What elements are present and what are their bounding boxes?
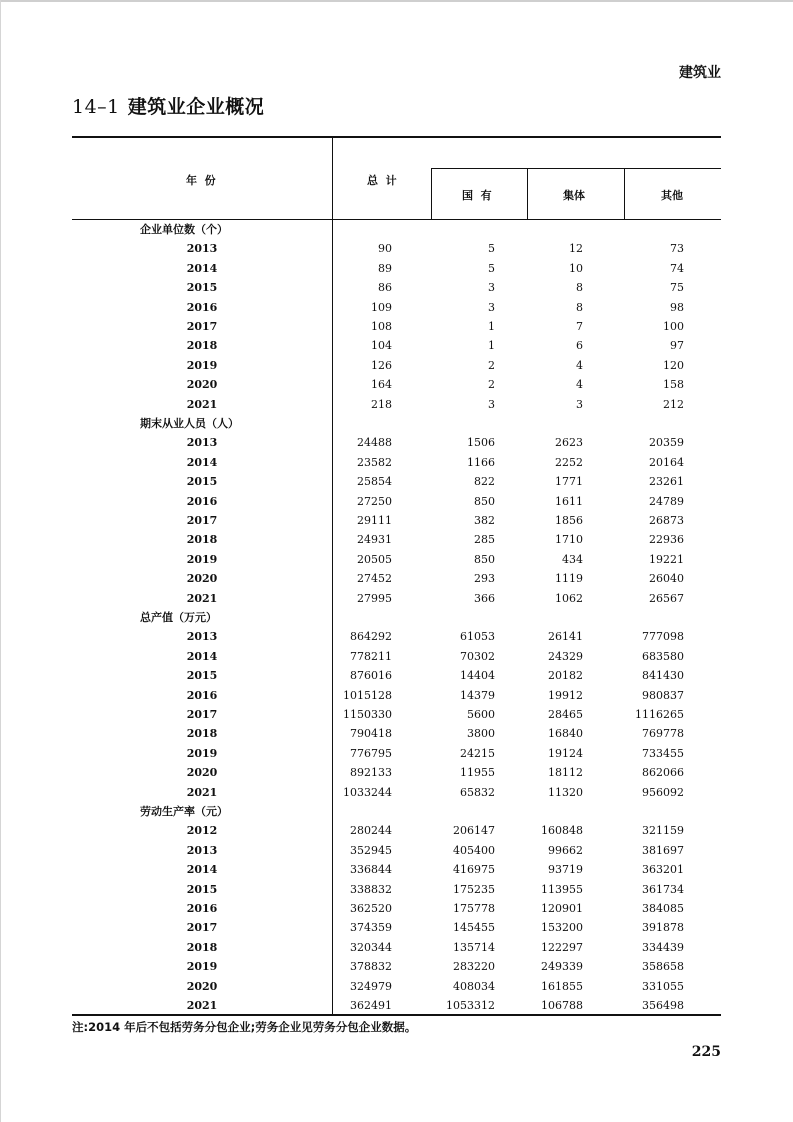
total-cell: 29111 — [357, 514, 392, 527]
table-row — [72, 957, 721, 976]
table-row — [72, 375, 721, 394]
other-cell: 20359 — [649, 436, 684, 450]
state-owned-cell: 850 — [474, 552, 495, 566]
other-cell: 23261 — [649, 475, 684, 489]
other-cell: 26040 — [649, 572, 684, 586]
other-cell: 26567 — [649, 591, 684, 605]
collective-cell: 113955 — [541, 882, 583, 896]
other-cell: 321159 — [642, 824, 684, 838]
collective-cell: 434 — [562, 552, 583, 566]
table-row — [72, 530, 721, 549]
section-label: 期末从业人员（人） — [140, 417, 239, 430]
collective-cell: 19912 — [548, 688, 583, 702]
collective-cell: 26141 — [548, 630, 583, 644]
other-cell: 73 — [670, 242, 684, 256]
total-cell: 27452 — [357, 572, 392, 586]
collective-cell: 18112 — [548, 766, 583, 780]
year-cell: 2016 — [186, 300, 218, 314]
other-cell: 331055 — [642, 979, 684, 993]
column-header-state-owned: 国 有 — [462, 189, 492, 202]
state-owned-cell: 366 — [474, 591, 495, 605]
state-owned-cell: 3 — [488, 281, 495, 295]
state-owned-cell: 283220 — [453, 960, 495, 974]
year-cell: 2021 — [186, 785, 218, 799]
table-row — [72, 899, 721, 918]
year-cell: 2013 — [186, 436, 218, 450]
other-cell: 381697 — [642, 843, 684, 857]
year-cell: 2017 — [186, 320, 218, 333]
state-owned-cell: 11955 — [460, 766, 495, 780]
year-cell: 2016 — [186, 494, 218, 508]
table-row — [72, 744, 721, 763]
total-cell: 1150330 — [343, 708, 392, 721]
state-owned-cell: 850 — [474, 494, 495, 508]
subheader-top-line — [431, 168, 721, 169]
state-owned-cell: 1 — [488, 339, 495, 353]
collective-cell: 10 — [569, 261, 583, 275]
year-cell: 2015 — [186, 882, 218, 896]
year-cell: 2019 — [186, 746, 218, 760]
other-cell: 862066 — [642, 766, 684, 780]
table-row — [72, 686, 721, 705]
total-cell: 790418 — [350, 727, 392, 741]
table-row — [72, 647, 721, 666]
year-cell: 2013 — [186, 630, 218, 644]
table-row — [72, 492, 721, 511]
state-owned-cell: 3 — [488, 300, 495, 314]
state-owned-cell: 1506 — [467, 436, 495, 450]
state-owned-cell: 408034 — [453, 979, 495, 993]
collective-cell: 2252 — [555, 455, 583, 469]
state-owned-cell: 24215 — [460, 746, 495, 760]
table-row — [72, 278, 721, 297]
year-cell: 2020 — [186, 378, 218, 392]
collective-cell: 2623 — [555, 436, 583, 450]
table-row — [72, 589, 721, 608]
state-owned-cell: 175235 — [453, 882, 495, 896]
collective-cell: 160848 — [541, 824, 583, 838]
collective-cell: 1119 — [555, 572, 583, 586]
table-row — [72, 666, 721, 685]
total-cell: 126 — [371, 358, 392, 372]
year-cell: 2019 — [186, 552, 218, 566]
table-row — [72, 880, 721, 899]
section-heading-row — [72, 220, 721, 239]
state-owned-cell: 822 — [474, 475, 495, 489]
table-row — [72, 239, 721, 258]
state-owned-cell: 145455 — [453, 921, 495, 935]
total-cell: 164 — [371, 378, 392, 392]
other-cell: 777098 — [642, 630, 684, 644]
total-cell: 374359 — [350, 921, 392, 935]
total-cell: 776795 — [350, 746, 392, 760]
year-cell: 2012 — [186, 824, 218, 838]
table-row — [72, 821, 721, 840]
other-cell: 334439 — [642, 940, 684, 954]
other-cell: 26873 — [649, 514, 684, 527]
total-cell: 23582 — [357, 455, 392, 469]
collective-cell: 19124 — [548, 746, 583, 760]
subheader-divider-3 — [624, 168, 625, 220]
subheader-divider-1 — [431, 168, 432, 220]
collective-cell: 11320 — [548, 785, 583, 799]
column-header-total: 总 计 — [367, 174, 397, 187]
table-row — [72, 298, 721, 317]
table-row — [72, 705, 721, 724]
collective-cell: 8 — [576, 281, 583, 295]
total-cell: 24488 — [357, 436, 392, 450]
year-cell: 2013 — [186, 843, 218, 857]
section-label: 企业单位数（个） — [140, 223, 228, 236]
total-cell: 324979 — [350, 979, 392, 993]
other-cell: 98 — [670, 300, 684, 314]
total-cell: 20505 — [357, 552, 392, 566]
total-cell: 336844 — [350, 863, 392, 877]
year-cell: 2017 — [186, 514, 218, 527]
state-owned-cell: 293 — [474, 572, 495, 586]
total-cell: 108 — [371, 320, 392, 333]
total-cell: 778211 — [350, 649, 392, 663]
state-owned-cell: 1166 — [467, 455, 495, 469]
table-row — [72, 433, 721, 452]
total-cell: 280244 — [350, 824, 392, 838]
table-row — [72, 841, 721, 860]
year-cell: 2019 — [186, 960, 218, 974]
collective-cell: 6 — [576, 339, 583, 353]
table-row — [72, 453, 721, 472]
other-cell: 74 — [670, 261, 684, 275]
year-cell: 2019 — [186, 358, 218, 372]
year-cell: 2014 — [186, 649, 218, 663]
table-number: 14–1 — [72, 96, 120, 118]
other-cell: 100 — [663, 320, 684, 333]
other-cell: 19221 — [649, 552, 684, 566]
other-cell: 361734 — [642, 882, 684, 896]
table-row — [72, 259, 721, 278]
total-cell: 864292 — [350, 630, 392, 644]
table-row — [72, 569, 721, 588]
other-cell: 22936 — [649, 533, 684, 547]
total-cell: 892133 — [350, 766, 392, 780]
column-header-other: 其他 — [661, 189, 683, 202]
state-owned-cell: 3 — [488, 397, 495, 411]
table-row — [72, 395, 721, 414]
year-cell: 2020 — [186, 979, 218, 993]
state-owned-cell: 5 — [488, 261, 495, 275]
total-cell: 1015128 — [343, 688, 392, 702]
other-cell: 391878 — [642, 921, 684, 935]
year-cell: 2016 — [186, 688, 218, 702]
year-cell: 2018 — [186, 533, 218, 547]
total-cell: 362491 — [350, 999, 392, 1012]
year-cell: 2017 — [186, 708, 218, 721]
state-owned-cell: 285 — [474, 533, 495, 547]
state-owned-cell: 175778 — [453, 902, 495, 915]
collective-cell: 8 — [576, 300, 583, 314]
collective-cell: 120901 — [541, 902, 583, 915]
year-cell: 2020 — [186, 766, 218, 780]
total-cell: 25854 — [357, 475, 392, 489]
page-number: 225 — [691, 1044, 721, 1060]
other-cell: 356498 — [642, 999, 684, 1012]
page-top-border — [0, 0, 793, 2]
collective-cell: 106788 — [541, 999, 583, 1012]
total-cell: 378832 — [350, 960, 392, 974]
column-header-collective: 集体 — [563, 189, 585, 202]
section-heading-row — [72, 608, 721, 627]
year-cell: 2021 — [186, 999, 218, 1012]
page-title — [72, 92, 264, 119]
section-name: 建筑业 — [679, 65, 721, 81]
total-cell: 109 — [371, 300, 392, 314]
collective-cell: 161855 — [541, 979, 583, 993]
other-cell: 769778 — [642, 727, 684, 741]
state-owned-cell: 2 — [488, 378, 495, 392]
other-cell: 363201 — [642, 863, 684, 877]
collective-cell: 12 — [569, 242, 583, 256]
page-left-border — [0, 0, 1, 1122]
collective-cell: 1856 — [555, 514, 583, 527]
other-cell: 24789 — [649, 494, 684, 508]
table-row — [72, 336, 721, 355]
collective-cell: 249339 — [541, 960, 583, 974]
year-cell: 2015 — [186, 475, 218, 489]
table-row — [72, 317, 721, 336]
section-heading-row — [72, 414, 721, 433]
table-title: 建筑业企业概况 — [127, 96, 265, 118]
state-owned-cell: 416975 — [453, 863, 495, 877]
year-cell: 2015 — [186, 669, 218, 683]
table-row — [72, 996, 721, 1015]
collective-cell: 20182 — [548, 669, 583, 683]
collective-cell: 3 — [576, 397, 583, 411]
collective-cell: 4 — [576, 378, 583, 392]
total-cell: 27250 — [357, 494, 392, 508]
state-owned-cell: 5600 — [467, 708, 495, 721]
total-cell: 352945 — [350, 843, 392, 857]
total-cell: 320344 — [350, 940, 392, 954]
other-cell: 358658 — [642, 960, 684, 974]
table-row — [72, 860, 721, 879]
table-row — [72, 763, 721, 782]
state-owned-cell: 2 — [488, 358, 495, 372]
collective-cell: 1062 — [555, 591, 583, 605]
collective-cell: 99662 — [548, 843, 583, 857]
state-owned-cell: 382 — [474, 514, 495, 527]
column-header-year: 年 份 — [186, 174, 216, 187]
other-cell: 841430 — [642, 669, 684, 683]
table-row — [72, 472, 721, 491]
total-cell: 89 — [378, 261, 392, 275]
state-owned-cell: 14404 — [460, 669, 495, 683]
table-row — [72, 938, 721, 957]
total-cell: 27995 — [357, 591, 392, 605]
table-row — [72, 511, 721, 530]
table-top-rule — [72, 136, 721, 138]
total-cell: 86 — [378, 281, 392, 295]
state-owned-cell: 1053312 — [446, 999, 495, 1012]
table-row — [72, 356, 721, 375]
year-cell: 2014 — [186, 261, 218, 275]
section-label: 总产值（万元） — [140, 611, 217, 624]
year-cell: 2017 — [186, 921, 218, 935]
year-cell: 2014 — [186, 455, 218, 469]
section-label: 劳动生产率（元） — [140, 805, 228, 818]
year-cell: 2021 — [186, 591, 218, 605]
year-cell: 2015 — [186, 281, 218, 295]
year-cell: 2021 — [186, 397, 218, 411]
table-row — [72, 783, 721, 802]
other-cell: 212 — [663, 397, 684, 411]
footnote: 注:2014 年后不包括劳务分包企业;劳务企业见劳务分包企业数据。 — [72, 1020, 417, 1034]
total-cell: 90 — [378, 242, 392, 256]
collective-cell: 28465 — [548, 708, 583, 721]
other-cell: 75 — [670, 281, 684, 295]
collective-cell: 153200 — [541, 921, 583, 935]
other-cell: 956092 — [642, 785, 684, 799]
subheader-divider-2 — [527, 168, 528, 220]
year-cell: 2016 — [186, 902, 218, 915]
total-cell: 876016 — [350, 669, 392, 683]
table-row — [72, 550, 721, 569]
collective-cell: 1710 — [555, 533, 583, 547]
section-heading-row — [72, 802, 721, 821]
year-cell: 2018 — [186, 727, 218, 741]
collective-cell: 122297 — [541, 940, 583, 954]
collective-cell: 4 — [576, 358, 583, 372]
collective-cell: 16840 — [548, 727, 583, 741]
year-cell: 2018 — [186, 940, 218, 954]
state-owned-cell: 5 — [488, 242, 495, 256]
total-cell: 1033244 — [343, 785, 392, 799]
total-cell: 218 — [371, 397, 392, 411]
state-owned-cell: 70302 — [460, 649, 495, 663]
state-owned-cell: 206147 — [453, 824, 495, 838]
year-cell: 2013 — [186, 242, 218, 256]
table-row — [72, 627, 721, 646]
other-cell: 384085 — [642, 902, 684, 915]
state-owned-cell: 61053 — [460, 630, 495, 644]
other-cell: 980837 — [642, 688, 684, 702]
table-row — [72, 918, 721, 937]
other-cell: 120 — [663, 358, 684, 372]
other-cell: 733455 — [642, 746, 684, 760]
other-cell: 20164 — [649, 455, 684, 469]
state-owned-cell: 405400 — [453, 843, 495, 857]
other-cell: 1116265 — [635, 708, 684, 721]
total-cell: 338832 — [350, 882, 392, 896]
collective-cell: 93719 — [548, 863, 583, 877]
collective-cell: 24329 — [548, 649, 583, 663]
total-cell: 24931 — [357, 533, 392, 547]
collective-cell: 1611 — [555, 494, 583, 508]
year-cell: 2018 — [186, 339, 218, 353]
total-cell: 104 — [371, 339, 392, 353]
collective-cell: 7 — [576, 320, 583, 333]
collective-cell: 1771 — [555, 475, 583, 489]
other-cell: 683580 — [642, 649, 684, 663]
other-cell: 97 — [670, 339, 684, 353]
state-owned-cell: 14379 — [460, 688, 495, 702]
table-row — [72, 977, 721, 996]
state-owned-cell: 135714 — [453, 940, 495, 954]
year-cell: 2020 — [186, 572, 218, 586]
state-owned-cell: 3800 — [467, 727, 495, 741]
total-cell: 362520 — [350, 902, 392, 915]
state-owned-cell: 65832 — [460, 785, 495, 799]
other-cell: 158 — [663, 378, 684, 392]
year-cell: 2014 — [186, 863, 218, 877]
state-owned-cell: 1 — [488, 320, 495, 333]
table-row — [72, 724, 721, 743]
